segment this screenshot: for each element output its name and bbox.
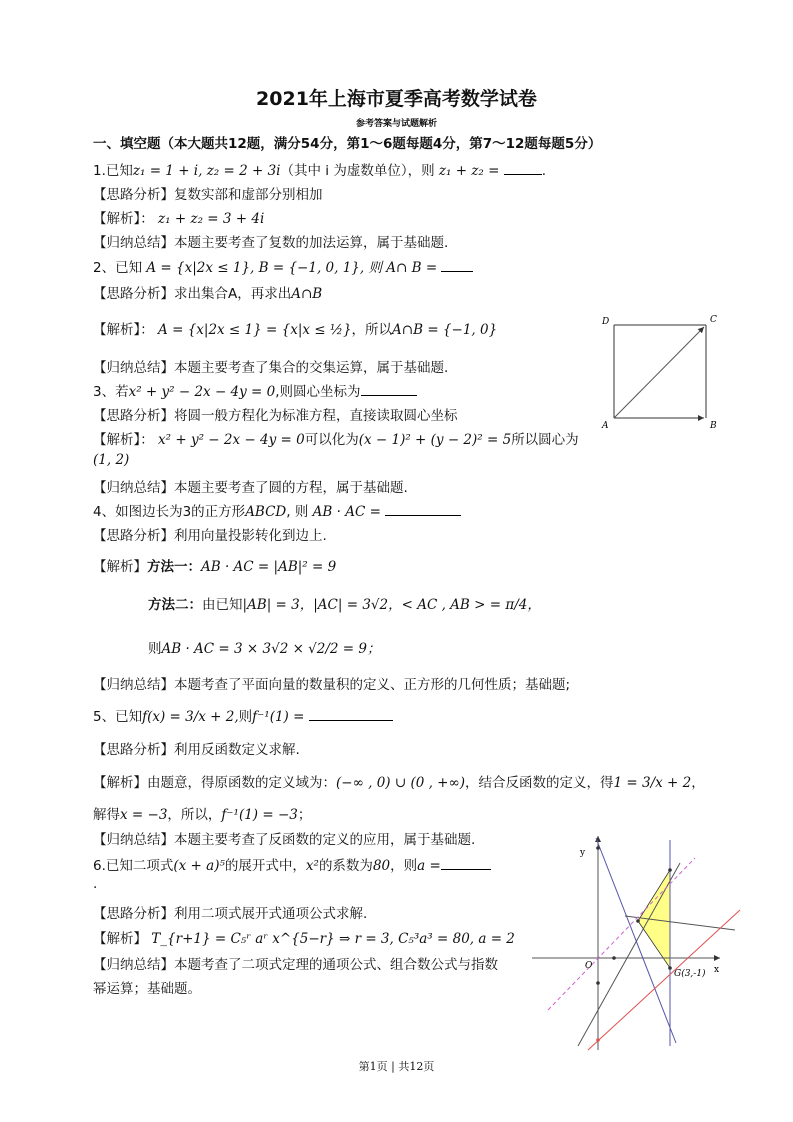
label-c: C: [710, 315, 717, 325]
q4-summary: 【归纳总结】本题考查了平面向量的数量积的定义、正方形的几何性质；基础题;: [93, 677, 571, 693]
q5-solution: 【解析】由题意，得原函数的定义域为：(−∞ , 0) ∪ (0 , +∞)，结合反函数的定义，得1 = 3/x + 2，: [93, 775, 705, 791]
q2-summary: 【归纳总结】本题主要考查了集合的交集运算，属于基础题.: [93, 360, 449, 376]
q5-solution-2: 解得x = −3，所以，f⁻¹(1) = −3；: [93, 807, 312, 823]
q4-analysis: 【思路分析】利用向量投影转化到边上.: [93, 528, 327, 544]
objective-dashed-line: [548, 858, 695, 1010]
q1-question: 1.已知z₁ = 1 + i, z₂ = 2 + 3i（其中 i 为虚数单位），则 z₁ + z₂ = .: [93, 163, 547, 179]
q5-question: 5、已知f(x) = 3/x + 2,则f⁻¹(1) =: [93, 705, 393, 725]
page-title: 2021年上海市夏季高考数学试卷: [256, 88, 537, 110]
q3-summary: 【归纳总结】本题主要考查了圆的方程，属于基础题.: [93, 480, 408, 496]
feasible-region: [638, 870, 670, 968]
q3-solution-answer: (1, 2): [93, 452, 130, 468]
q6-question-dot: .: [93, 876, 98, 892]
q3-solution: 【解析】： x² + y² − 2x − 4y = 0可以化为(x − 1)² + (y − 2)² = 5所以圆心为: [93, 432, 579, 448]
q6-solution: 【解析】 T_{r+1} = C₅ʳ aʳ x^{5−r} ⇒ r = 3, C₅³a³ = 80, a = 2: [93, 931, 515, 947]
q4-method2-result: 则AB · AC = 3 × 3√2 × √2/2 = 9；: [148, 641, 381, 657]
q6-analysis: 【思路分析】利用二项式展开式通项公式求解.: [93, 906, 368, 922]
point-g: [668, 966, 672, 970]
label-b: B: [710, 421, 717, 431]
y-axis-label: y: [580, 848, 586, 858]
origin-label: O: [585, 961, 593, 971]
q6-summary: 【归纳总结】本题考查了二项式定理的通项公式、组合数公式与指数: [93, 957, 498, 973]
q4-method1: 【解析】方法一：AB · AC = |AB|² = 9: [93, 559, 337, 575]
point-g-label: G(3,-1): [674, 969, 706, 979]
point-4: [668, 868, 672, 872]
q2-solution: 【解析】： A = {x|2x ≤ 1} = {x|x ≤ ½}，所以A∩B = {−1, 0}: [93, 322, 498, 338]
point-5: [596, 981, 600, 985]
point-3: [636, 919, 640, 923]
q3-analysis: 【思路分析】将圆一般方程化为标准方程，直接读取圆心坐标: [93, 408, 458, 424]
q5-analysis: 【思路分析】利用反函数定义求解.: [93, 742, 300, 758]
square-abcd-figure: [596, 310, 726, 435]
q6-summary-2: 幂运算；基础题。: [93, 981, 201, 997]
point-6: [596, 1038, 600, 1042]
label-a: A: [602, 421, 609, 431]
q1-solution: 【解析】： z₁ + z₂ = 3 + 4i: [93, 211, 265, 227]
point-2: [612, 956, 616, 960]
label-d: D: [602, 317, 610, 327]
section-heading: 一、填空题（本大题共12题，满分54分，第1～6题每题4分，第7～12题每题5分）: [93, 136, 602, 152]
q1-analysis: 【思路分析】复数实部和虚部分别相加: [93, 187, 323, 203]
page-footer: 第1页 | 共12页: [358, 1060, 435, 1073]
point-1: [596, 846, 600, 850]
q2-question: 2、已知 A = {x|2x ≤ 1}, B = {−1, 0, 1}, 则 A∩ B =: [93, 256, 473, 276]
q5-summary: 【归纳总结】本题主要考查了反函数的定义的应用，属于基础题.: [93, 832, 476, 848]
page-subtitle: 参考答案与试题解析: [355, 119, 437, 129]
q4-method2: 方法二：由已知|AB| = 3，|AC| = 3√2，< AC , AB > = π/4，: [148, 597, 541, 613]
linear-region-graph: [530, 828, 745, 1058]
q1-summary: 【归纳总结】本题主要考查了复数的加法运算，属于基础题.: [93, 235, 449, 251]
q3-question: 3、若x² + y² − 2x − 4y = 0,则圆心坐标为: [93, 380, 417, 400]
q4-question: 4、如图边长为3的正方形ABCD, 则 AB · AC =: [93, 500, 461, 520]
x-axis-label: x: [714, 965, 720, 975]
q2-analysis: 【思路分析】求出集合A，再求出A∩B: [93, 286, 323, 302]
q6-question: 6.已知二项式(x + a)⁵的展开式中，x²的系数为80，则a =: [93, 854, 491, 874]
vector-ac: [614, 327, 704, 418]
